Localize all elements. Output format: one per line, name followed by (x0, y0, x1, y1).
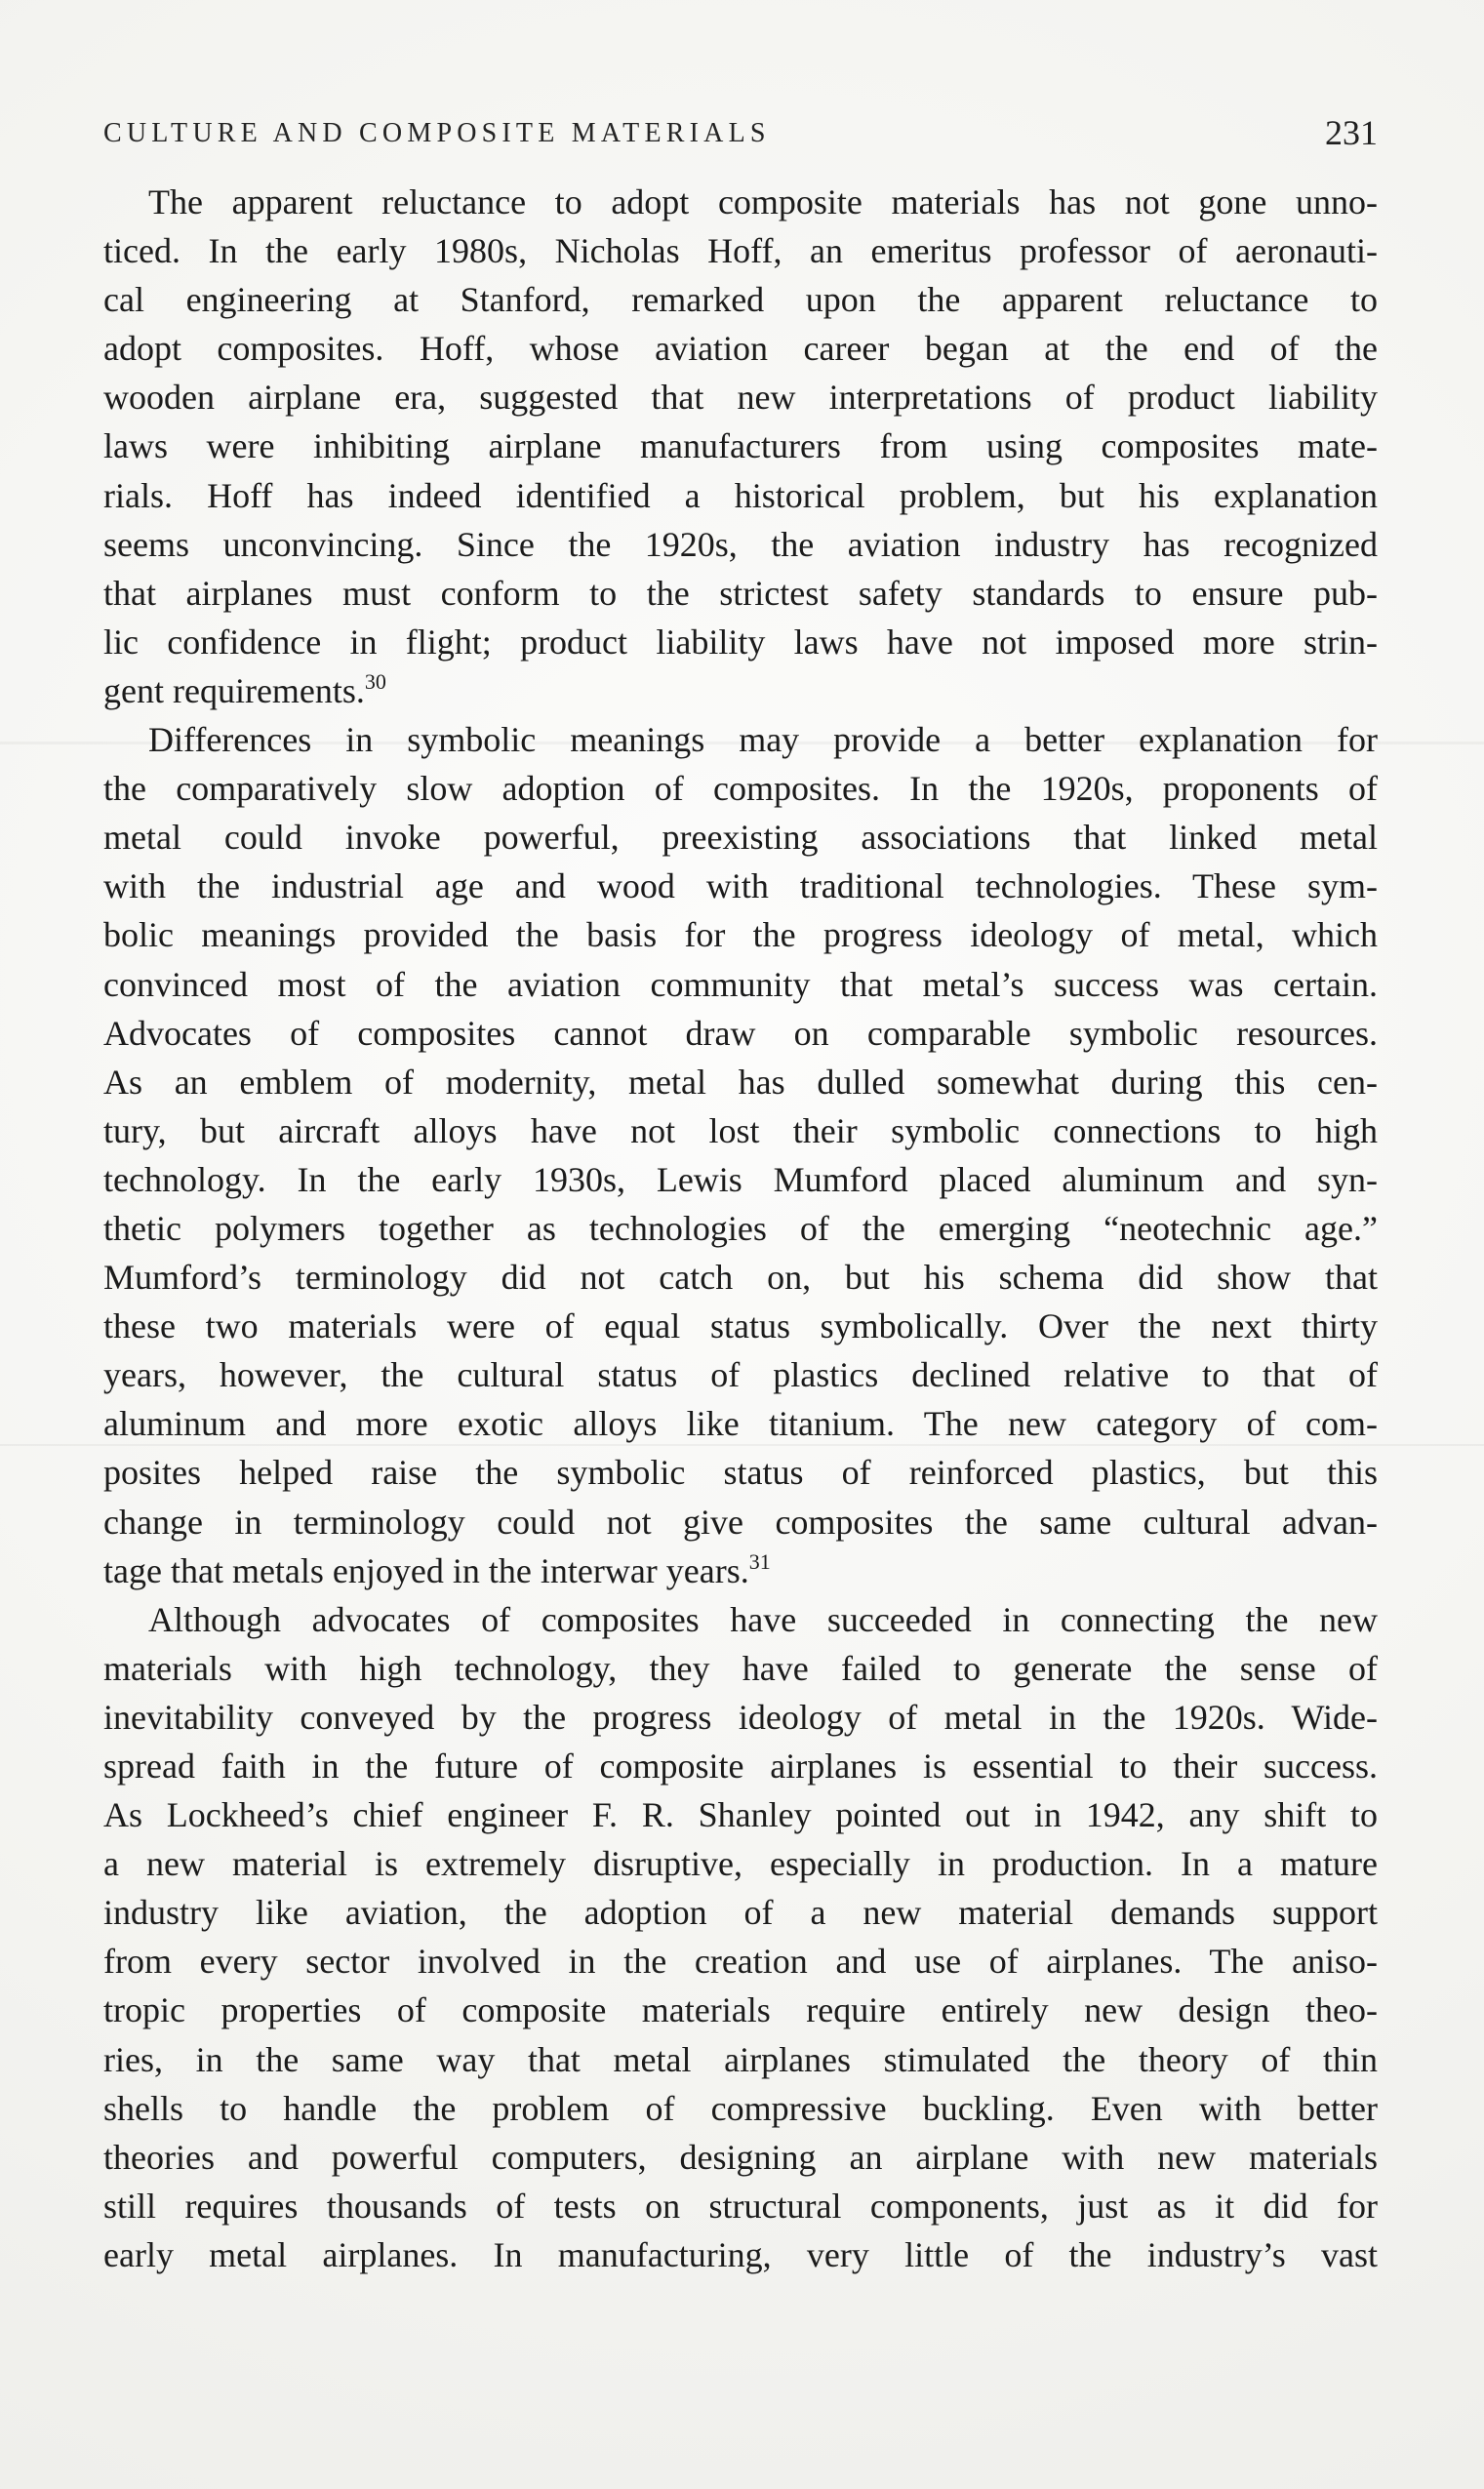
text-line: aluminum and more exotic alloys like titanium. The new category of com- (103, 1404, 1378, 1444)
text-line: tury, but aircraft alloys have not lost their symbolic connections to high (103, 1110, 1378, 1150)
body-text (103, 178, 1378, 2279)
paragraph-3 (103, 1595, 1378, 2279)
text-line: metal could invoke powerful, preexisting associations that linked metal (103, 818, 1378, 858)
text-line: adopt composites. Hoff, whose aviation career began at the end of the (103, 329, 1378, 369)
text-line: ries, in the same way that metal airplanes stimulated the theory of thin (103, 2039, 1378, 2079)
text-line: a new material is extremely disruptive, especially in production. In a mature (103, 1844, 1378, 1884)
text-line: still requires thousands of tests on structural components, just as it did for (103, 2186, 1378, 2226)
paragraph-1 (103, 178, 1378, 715)
footnote-reference-30: 30 (364, 668, 386, 694)
text-line: seems unconvincing. Since the 1920s, the aviation industry has recognized (103, 524, 1378, 564)
text-line: spread faith in the future of composite airplanes is essential to their success. (103, 1746, 1378, 1786)
text-line: tage that metals enjoyed in the interwar years. (103, 1550, 749, 1590)
text-line: bolic meanings provided the basis for the progress ideology of metal, which (103, 915, 1378, 955)
text-line: these two materials were of equal status symbolically. Over the next thirty (103, 1306, 1378, 1346)
text-line: As Lockheed’s chief engineer F. R. Shanley pointed out in 1942, any shift to (103, 1795, 1378, 1835)
text-line: Advocates of composites cannot draw on comparable symbolic resources. (103, 1013, 1378, 1053)
text-line: years, however, the cultural status of plastics declined relative to that of (103, 1355, 1378, 1395)
text-line: industry like aviation, the adoption of a new material demands support (103, 1893, 1378, 1933)
text-line: the comparatively slow adoption of composites. In the 1920s, proponents of (103, 769, 1378, 809)
text-line: change in terminology could not give composites the same cultural advan- (103, 1502, 1378, 1542)
text-line: convinced most of the aviation community that metal’s success was certain. (103, 964, 1378, 1004)
text-line-with-note (103, 666, 1378, 715)
text-line: Mumford’s terminology did not catch on, but his schema did show that (103, 1258, 1378, 1298)
text-line: laws were inhibiting airplane manufacturers from using composites mate- (103, 426, 1378, 466)
text-line: Differences in symbolic meanings may provide a better explanation for (148, 720, 1378, 760)
text-line: from every sector involved in the creation and use of airplanes. The aniso- (103, 1942, 1378, 1982)
text-line: shells to handle the problem of compressive buckling. Even with better (103, 2088, 1378, 2128)
chapter-title: CULTURE AND COMPOSITE MATERIALS (103, 118, 771, 148)
text-line: Although advocates of composites have succeeded in connecting the new (148, 1599, 1378, 1639)
text-line: wooden airplane era, suggested that new interpretations of product liability (103, 378, 1378, 418)
text-line-with-note (103, 1546, 1378, 1595)
running-head (103, 114, 1378, 159)
text-line: technology. In the early 1930s, Lewis Mumford placed aluminum and syn- (103, 1159, 1378, 1199)
text-line: inevitability conveyed by the progress ideology of metal in the 1920s. Wide- (103, 1697, 1378, 1737)
text-line: with the industrial age and wood with traditional technologies. These sym- (103, 866, 1378, 906)
text-line: materials with high technology, they have failed to generate the sense of (103, 1648, 1378, 1688)
text-line: ticed. In the early 1980s, Nicholas Hoff, an emeritus professor of aeronauti- (103, 231, 1378, 271)
text-line: posites helped raise the symbolic status of reinforced plastics, but this (103, 1453, 1378, 1493)
text-line: early metal airplanes. In manufacturing, very little of the industry’s vast (103, 2234, 1378, 2274)
text-line: theories and powerful computers, designing an airplane with new materials (103, 2137, 1378, 2177)
text-line: tropic properties of composite materials require entirely new design theo- (103, 1990, 1378, 2030)
text-line: that airplanes must conform to the strictest safety standards to ensure pub- (103, 573, 1378, 613)
text-line: thetic polymers together as technologies of the emerging “neotechnic age.” (103, 1208, 1378, 1248)
text-line: cal engineering at Stanford, remarked upon the apparent reluctance to (103, 280, 1378, 320)
text-line: gent requirements. (103, 670, 365, 710)
text-line: As an emblem of modernity, metal has dulled somewhat during this cen- (103, 1062, 1378, 1102)
footnote-reference-31: 31 (748, 1548, 771, 1574)
paragraph-2 (103, 715, 1378, 1595)
text-line: lic confidence in flight; product liability laws have not imposed more strin- (103, 622, 1378, 662)
text-line: The apparent reluctance to adopt composite materials has not gone unno- (148, 182, 1378, 221)
page-number: 231 (1325, 113, 1378, 152)
text-line: rials. Hoff has indeed identified a historical problem, but his explanation (103, 475, 1378, 515)
